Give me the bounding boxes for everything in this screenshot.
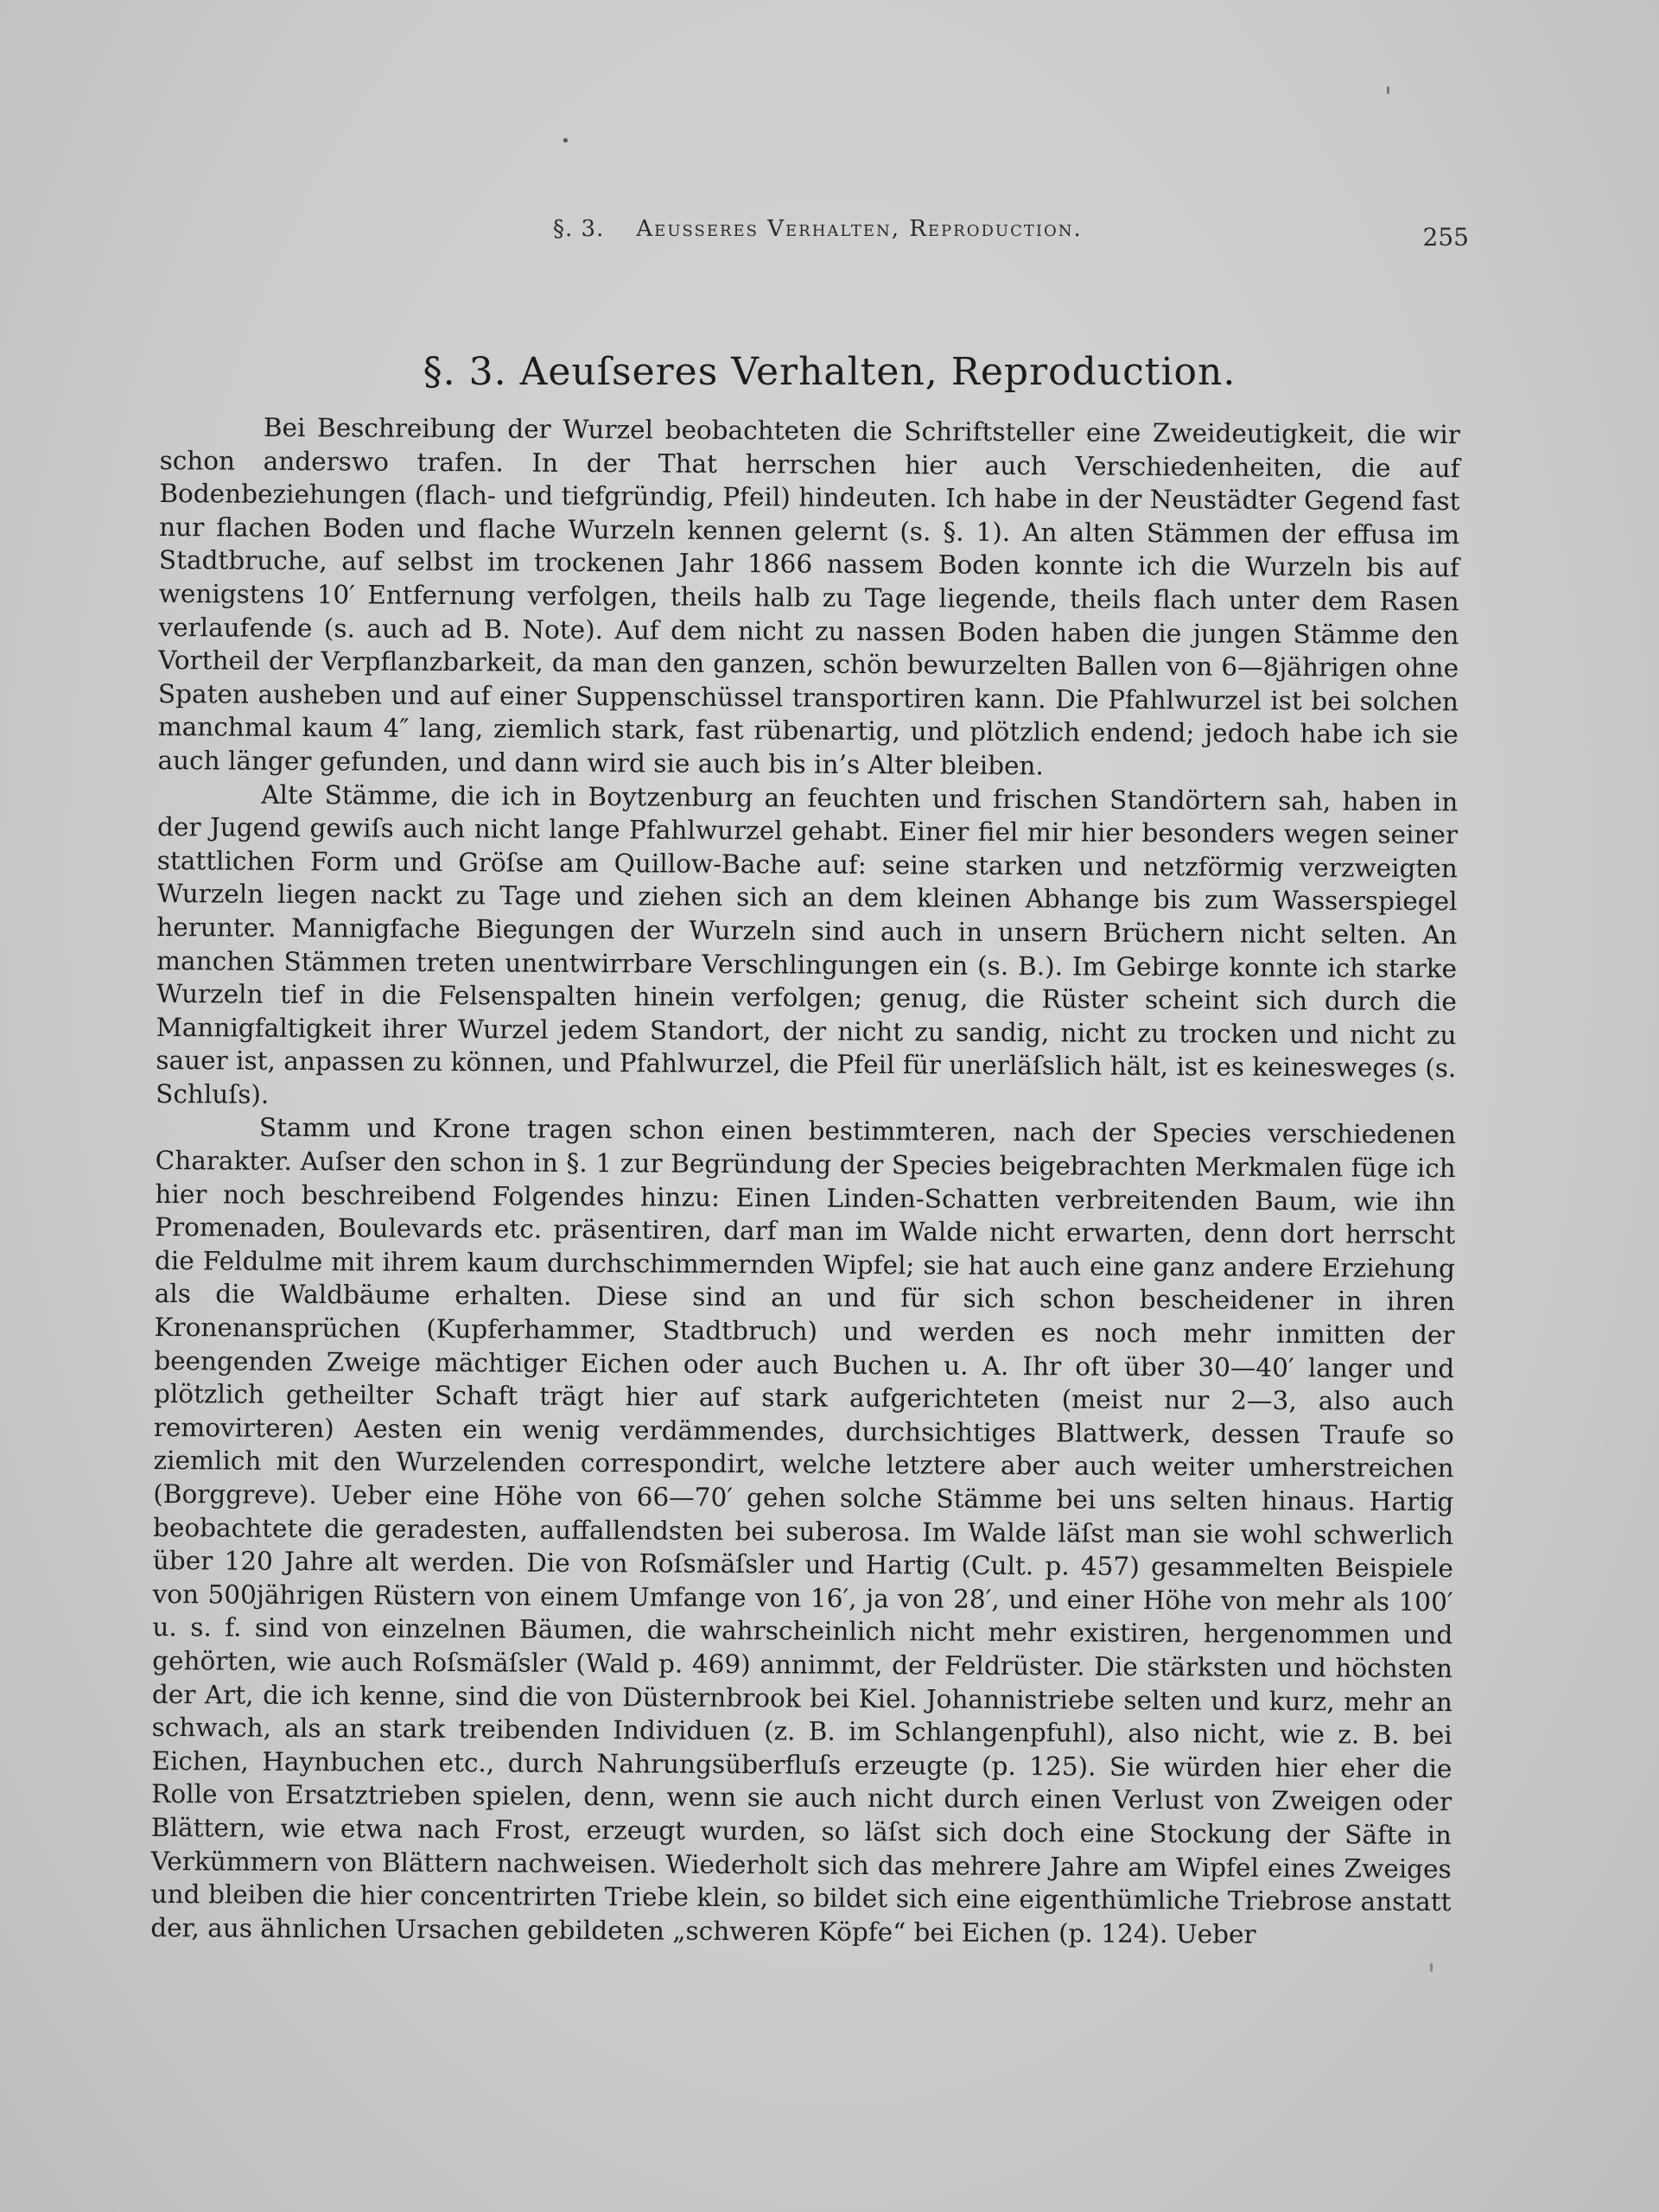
- running-head: [553, 216, 1083, 242]
- dust-speck: [563, 138, 568, 143]
- paragraph-stem-crown: Stamm und Krone tragen schon einen bestimmteren, nach der Species verschiedenen Charakter. Auſser den schon in §. 1 zur Begründung der Species beigebrachten Merkmalen füge ich hier noch beschreibend Folgendes hinzu: Einen Linden-Schatten verbreitenden Baum, wie ihn Promenaden, Boulevards etc. präsentiren, darf man im Walde nicht erwarten, denn dort herrscht die Feldulme mit ihrem kaum durchschimmernden Wipfel; sie hat auch eine ganz andere Erziehung als die Waldbäume erhalten. Diese sind an und für sich schon bescheidener in ihren Kronenansprüchen (Kupferhammer, Stadtbruch) und werden es noch mehr inmitten der beengenden Zweige mächtiger Eichen oder auch Buchen u. A. Ihr oft über 30—40′ langer und plötzlich getheilter Schaft trägt hier auf stark aufgerichteten (meist nur 2—3, also auch removirteren) Aesten ein wenig verdämmendes, durchsichtiges Blattwerk, dessen Traufe so ziemlich mit den Wurzelenden correspondirt, welche letztere aber auch weiter umherstreichen (Borggreve). Ueber eine Höhe von 66—70′ gehen solche Stämme bei uns selten hinaus. Hartig beobachtete die geradesten, auffallendsten bei suberosa. Im Walde läſst man sie wohl schwerlich über 120 Jahre alt werden. Die von Roſsmäſsler und Hartig (Cult. p. 457) gesammelten Beispiele von 500jährigen Rüstern von einem Umfange von 16′, ja von 28′, und einer Höhe von mehr als 100′ u. s. f. sind von einzelnen Bäumen, die wahrscheinlich nicht mehr existiren, hergenommen und gehörten, wie auch Roſsmäſsler (Wald p. 469) annimmt, der Feldrüster. Die stärksten und höchsten der Art, die ich kenne, sind die von Düsternbrook bei Kiel. Johannistriebe selten und kurz, mehr an schwach, als an stark treibenden Individuen (z. B. im Schlangenpfuhl), also nicht, wie z. B. bei Eichen, Haynbuchen etc., durch Nahrungsüberfluſs erzeugte (p. 125). Sie würden hier eher die Rolle von Ersatztrieben spielen, denn, wenn sie auch nicht durch einen Verlust von Zweigen oder Blättern, wie etwa nach Frost, erzeugt wurden, so läſst sich doch eine Stockung der Säfte in Verkümmern von Blättern nachweisen. Wiederholt sich das mehrere Jahre am Wipfel eines Zweiges und bleiben die hier concentrirten Triebe klein, so bildet sich eine eigenthümliche Triebrose anstatt der, aus ähnlichen Ursachen gebildeten „schweren Köpfe“ bei Eichen (p. 124). Ueber: [150, 1113, 1457, 1949]
- dust-speck: [1387, 86, 1389, 94]
- page-number: 255: [1422, 223, 1469, 251]
- dust-speck: [1430, 1963, 1433, 1972]
- paragraph-root: Bei Beschreibung der Wurzel beobachteten die Schriftsteller eine Zweideutigkeit, die wir schon anderswo trafen. In der That herrschen hier auch Verschiedenheiten, die auf Bodenbeziehungen (flach- und tiefgründig, Pfeil) hindeuten. Ich habe in der Neustädter Gegend fast nur flachen Boden und flache Wurzeln kennen gelernt (s. §. 1). An alten Stämmen der effusa im Stadtbruche, auf selbst im trockenen Jahr 1866 nassem Boden konnte ich die Wurzeln bis auf wenigstens 10′ Entfernung verfolgen, theils halb zu Tage liegende, theils flach unter dem Rasen verlaufende (s. auch ad B. Note). Auf dem nicht zu nassen Boden haben die jungen Stämme den Vortheil der Verpflanzbarkeit, da man den ganzen, schön bewurzelten Ballen von 6—8jährigen ohne Spaten ausheben und auf einer Suppenschüssel transportiren kann. Die Pfahlwurzel ist bei solchen manchmal kaum 4″ lang, ziemlich stark, fast rübenartig, und plötzlich endend; jedoch habe ich sie auch länger gefunden, und dann wird sie auch bis in’s Alter bleiben.: [157, 412, 1460, 781]
- running-head-title: Aeusseres Verhalten, Reproduction.: [636, 216, 1083, 242]
- paragraph-old-stems: Alte Stämme, die ich in Boytzenburg an feuchten und frischen Standörtern sah, haben in der Jugend gewiſs auch nicht lange Pfahlwurzel gehabt. Einer fiel mir hier besonders wegen seiner stattlichen Form und Gröſse am Quillow-Bache auf: seine starken und netzförmig verzweigten Wurzeln liegen nackt zu Tage und ziehen sich an dem kleinen Abhange bis zum Wasserspiegel herunter. Mannigfache Biegungen der Wurzeln sind auch in unsern Brüchern nicht selten. An manchen Stämmen treten unentwirrbare Verschlingungen ein (s. B.). Im Gebirge konnte ich starke Wurzeln tief in die Felsenspalten hinein verfolgen; genug, die Rüster scheint sich durch die Mannigfaltigkeit ihrer Wurzel jedem Standort, der nicht zu sandig, nicht zu trocken und nicht zu sauer ist, anpassen zu können, und Pfahlwurzel, die Pfeil für unerläſslich hält, ist es keinesweges (s. Schluſs).: [156, 779, 1459, 1109]
- section-title: §. 3. Aeuſseres Verhalten, Reproduction.: [423, 350, 1236, 394]
- body-text: [150, 410, 1460, 1952]
- running-head-section: §. 3.: [553, 216, 605, 242]
